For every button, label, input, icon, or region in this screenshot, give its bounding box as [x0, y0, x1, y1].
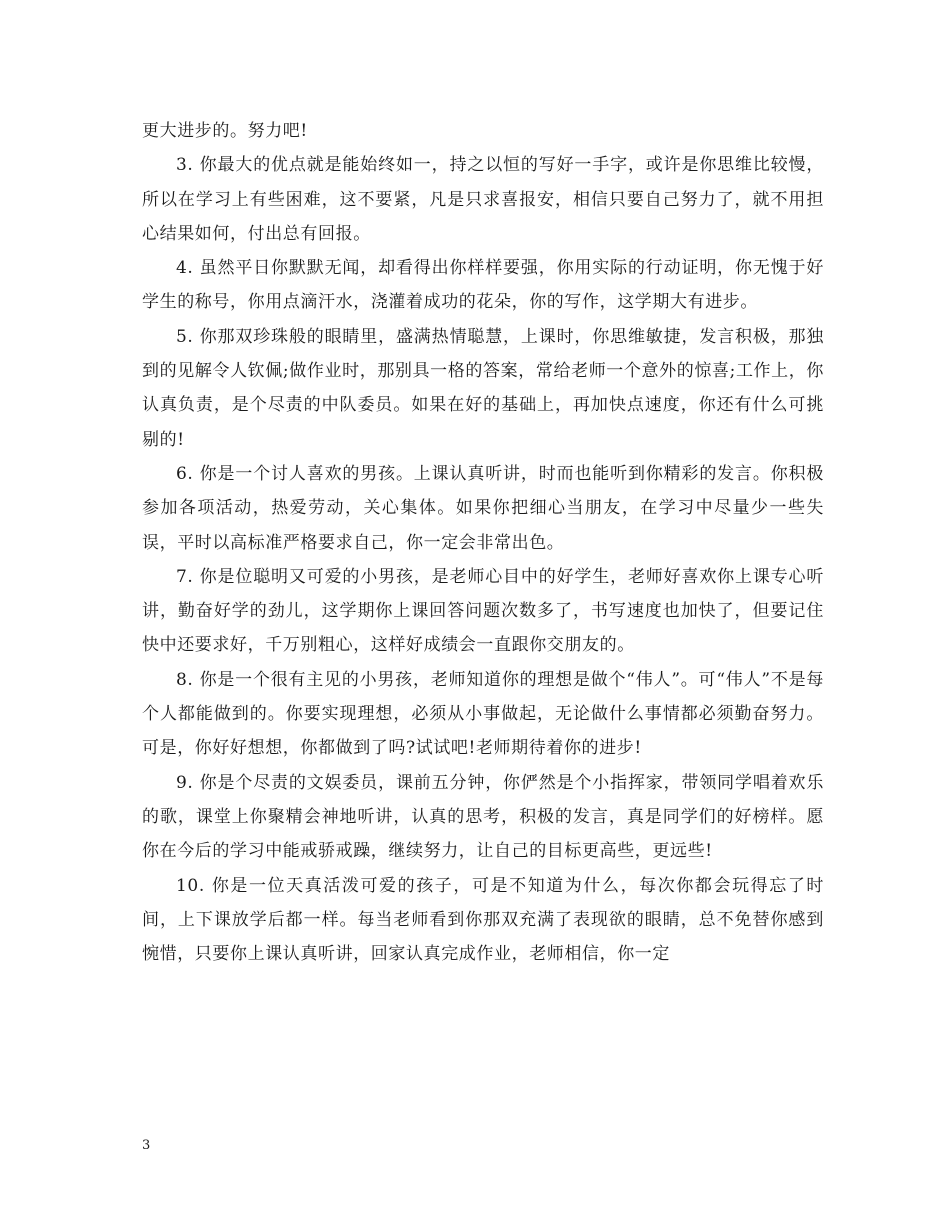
paragraph-item-8: 8. 你是一个很有主见的小男孩，老师知道你的理想是做个“伟人”。可“伟人”不是每个人都能做到的。你要实现理想，必须从小事做起，无论做什么事情都必须勤奋努力。可是，你好好想想，你都做到了吗?试试吧!老师期待着你的进步! — [142, 669, 824, 759]
paragraph-item-7: 7. 你是位聪明又可爱的小男孩，是老师心目中的好学生，老师好喜欢你上课专心听讲，勤奋好学的劲儿，这学期你上课回答问题次数多了，书写速度也加快了，但要记住快中还要求好，千万别粗心，这样好成绩会一直跟你交朋友的。 — [142, 566, 824, 656]
paragraph-item-4: 4. 虽然平日你默默无闻，却看得出你样样要强，你用实际的行动证明，你无愧于好学生的称号，你用点滴汗水，浇灌着成功的花朵，你的写作，这学期大有进步。 — [142, 258, 824, 313]
paragraph-continuation: 更大进步的。努力吧! — [142, 121, 308, 141]
paragraph-item-9: 9. 你是个尽责的文娱委员，课前五分钟，你俨然是个小指挥家，带领同学唱着欢乐的歌，课堂上你聚精会神地听讲，认真的思考，积极的发言，真是同学们的好榜样。愿你在今后的学习中能戒骄戒躁，继续努力，让自己的目标更高些，更远些! — [142, 772, 824, 862]
document-body — [142, 114, 824, 971]
paragraph-item-6: 6. 你是一个讨人喜欢的男孩。上课认真听讲，时而也能听到你精彩的发言。你积极参加各项活动，热爱劳动，关心集体。如果你把细心当朋友，在学习中尽量少一些失误，平时以高标准严格要求自己，你一定会非常出色。 — [142, 463, 824, 553]
paragraph-item-3: 3. 你最大的优点就是能始终如一，持之以恒的写好一手字，或许是你思维比较慢，所以在学习上有些困难，这不要紧，凡是只求喜报安，相信只要自己努力了，就不用担心结果如何，付出总有回报。 — [142, 155, 824, 244]
paragraph-item-10: 10. 你是一位天真活泼可爱的孩子，可是不知道为什么，每次你都会玩得忘了时间，上下课放学后都一样。每当老师看到你那双充满了表现欲的眼睛，总不免替你感到惋惜，只要你上课认真听讲，回家认真完成作业，老师相信，你一定 — [142, 875, 824, 965]
page-number: 3 — [142, 1138, 151, 1153]
paragraph-item-5: 5. 你那双珍珠般的眼睛里，盛满热情聪慧，上课时，你思维敏捷，发言积极，那独到的见解令人钦佩;做作业时，那别具一格的答案，常给老师一个意外的惊喜;工作上，你认真负责，是个尽责的中队委员。如果在好的基础上，再加快点速度，你还有什么可挑剔的! — [142, 326, 824, 450]
